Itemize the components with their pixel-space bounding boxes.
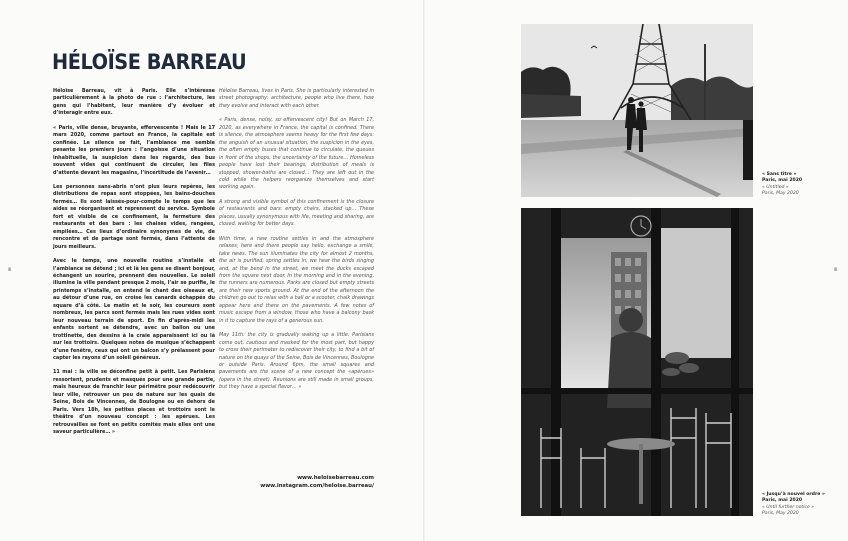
french-paragraph: Avec le temps, une nouvelle routine s’installe et l’ambiance se détend ; ici et là les gens se disent bonjour, échangent un sourire, prennent des nouvelles. Le soleil illumine la ville pendant presque 2 mois, l’air se purifie, le printemps s’installe, on entend le chant des oiseaux et, au détour d’une rue, on croise les canards échappés du square d’à côté. Le matin et le soir, les coureurs sont nombreux, les parcs sont fermés mais les rues vides sont leur nouveau terrain de sport. En fin d’après-midi les enfants sortent se détendre, avec un ballon ou une trottinette, des dessins à la craie apparaissent ici ou là sur les trottoirs. Quelques notes de musique s’échappent d’une fenêtre, ceux qui ont un balcon s’y prélassent pour capter les rayons d’un soleil généreux. bbox=[53, 258, 215, 361]
french-text-column bbox=[53, 88, 215, 443]
article-title: HÉLOÏSE BARREAU bbox=[52, 50, 247, 74]
english-text-column bbox=[219, 88, 374, 399]
french-paragraph: 11 mai : la ville se déconfine petit à petit. Les Parisiens ressortent, prudents et masqués pour une grande partie, mais heureux de franchir leur périmètre pour redécouvrir leur ville, retrouver un peu de nature sur les quais de Seine, Bois de Vincennes, de Boulogne ou en dehors de Paris. Vers 18h, les petites places et trottoirs sont le théâtre d’un nouveau concept : les apérues. Les retrouvailles se font en petits comités mais elles ont une saveur particulière… » bbox=[53, 369, 215, 436]
english-paragraph: With time, a new routine settles in and the atmosphere relaxes; here and there people say hello, exchange a smile, take news. The sun illuminates the city for almost 2 months, the air is purified, spring settles in, we hear the birds singing and, at the bend in the street, we meet the ducks escaped from the square next door. In the morning and in the evening, the runners are numerous. Parks are closed but empty streets are their new sports ground. At the end of the afternoon the children go out to relax with a ball or a scooter, chalk drawings appear here and there on the pavements. A few notes of music escape from a window, those who have a balcony bask in it to capture the rays of a generous sun. bbox=[219, 235, 374, 324]
english-paragraph: May 11th: the city is gradually waking up a little. Parisians come out, cautious and masked for the most part, but happy to cross their perimeter to rediscover their city, to find a bit of nature on the quays of the Seine, Bois de Vincennes, Boulogne or outside Paris. Around 6pm, the small squares and pavements are the scene of a new concept the «apérues» (opera in the street). Reunions are still made in small groups, but they have a special flavor… » bbox=[219, 332, 374, 391]
caption-date-fr: Paris, mai 2020 bbox=[762, 498, 803, 504]
eiffel-tower-scene-illustration bbox=[521, 24, 753, 197]
english-paragraph: « Paris, dense, noisy, so effervescent city! But on March 17, 2020, as everywhere in France, the capital is confined. There is silence, the atmosphere seems heavy for the first few days: the anguish of an unusual situation, the suspicion in the eyes, the often empty buses that continue to circulate, the queues in front of the shops, the uncertainty of the future… Homeless people have lost their bearings, distribution of meals is stopped, shower-baths are closed… They are left out in the cold while the helpers reorganize themselves and start working again. bbox=[219, 117, 374, 191]
caption-title-fr: « Sans titre » bbox=[762, 172, 797, 177]
photo-eiffel-tower bbox=[521, 24, 753, 197]
left-page-marker: ııı bbox=[8, 266, 11, 273]
caption-title-en: « Until further notice » bbox=[762, 504, 815, 510]
caption-date-en: Paris, May 2020 bbox=[762, 510, 799, 516]
caption-date-fr: Paris, mai 2020 bbox=[762, 178, 803, 184]
contact-links bbox=[219, 474, 374, 490]
caption-title-en: « Untitled » bbox=[762, 184, 789, 190]
right-page-marker: ııı bbox=[834, 266, 837, 273]
caption-title-fr: « Jusqu’à nouvel ordre » bbox=[762, 492, 825, 497]
caption-photo-1 bbox=[762, 172, 842, 197]
cafe-window-scene-illustration bbox=[521, 208, 753, 516]
english-paragraph: Héloïse Barreau, lives in Paris. She is particularly interested in street photography: architecture, people who live there, how they evolve and interact with each other. bbox=[219, 88, 374, 109]
photo-cafe-window bbox=[521, 208, 753, 516]
french-paragraph: Les personnes sans-abris n’ont plus leurs repères, les distributions de repas sont stoppées, les bains-douches fermés… Ils sont laissés-pour-compte le temps que les aides se réorganisent et reprennent du service. Symbole fort et visible de ce confinement, la fermeture des restaurants et des bars : les chaises vides, rangées, empilées… Ces lieux d’ordinaire synonymes de vie, de rencontre et de partage sont fermés, dans l’attente de jours meilleurs. bbox=[53, 183, 215, 250]
french-paragraph: Héloïse Barreau, vit à Paris. Elle s’intéresse particulièrement à la photo de rue : l’architecture, les gens qui l’habitent, leur manière d’y évoluer et d’interagir entre eux. bbox=[53, 88, 215, 117]
english-paragraph: A strong and visible symbol of this confinement is the closure of restaurants and bars: empty chairs, stacked up… These places, usually synonymous with life, meeting and sharing, are closed, waiting for better days. bbox=[219, 198, 374, 228]
instagram-link[interactable]: www.instagram.com/heloise.barreau/ bbox=[260, 483, 374, 489]
page-gutter bbox=[423, 0, 425, 541]
caption-date-en: Paris, May 2020 bbox=[762, 190, 799, 196]
website-link[interactable]: www.heloisebarreau.com bbox=[297, 475, 374, 481]
french-paragraph: « Paris, ville dense, bruyante, effervescente ! Mais le 17 mars 2020, comme partout en France, la capitale est confinée. Le silence se fait, l’ambiance me semble pesante les premiers jours : l’angoisse d’une situation inhabituelle, la suspicion dans les regards, des bus souvent vides qui continuent de circuler, les files d’attente devant les magasins, l’incertitude de l’avenir… bbox=[53, 124, 215, 176]
caption-photo-2 bbox=[762, 492, 842, 517]
